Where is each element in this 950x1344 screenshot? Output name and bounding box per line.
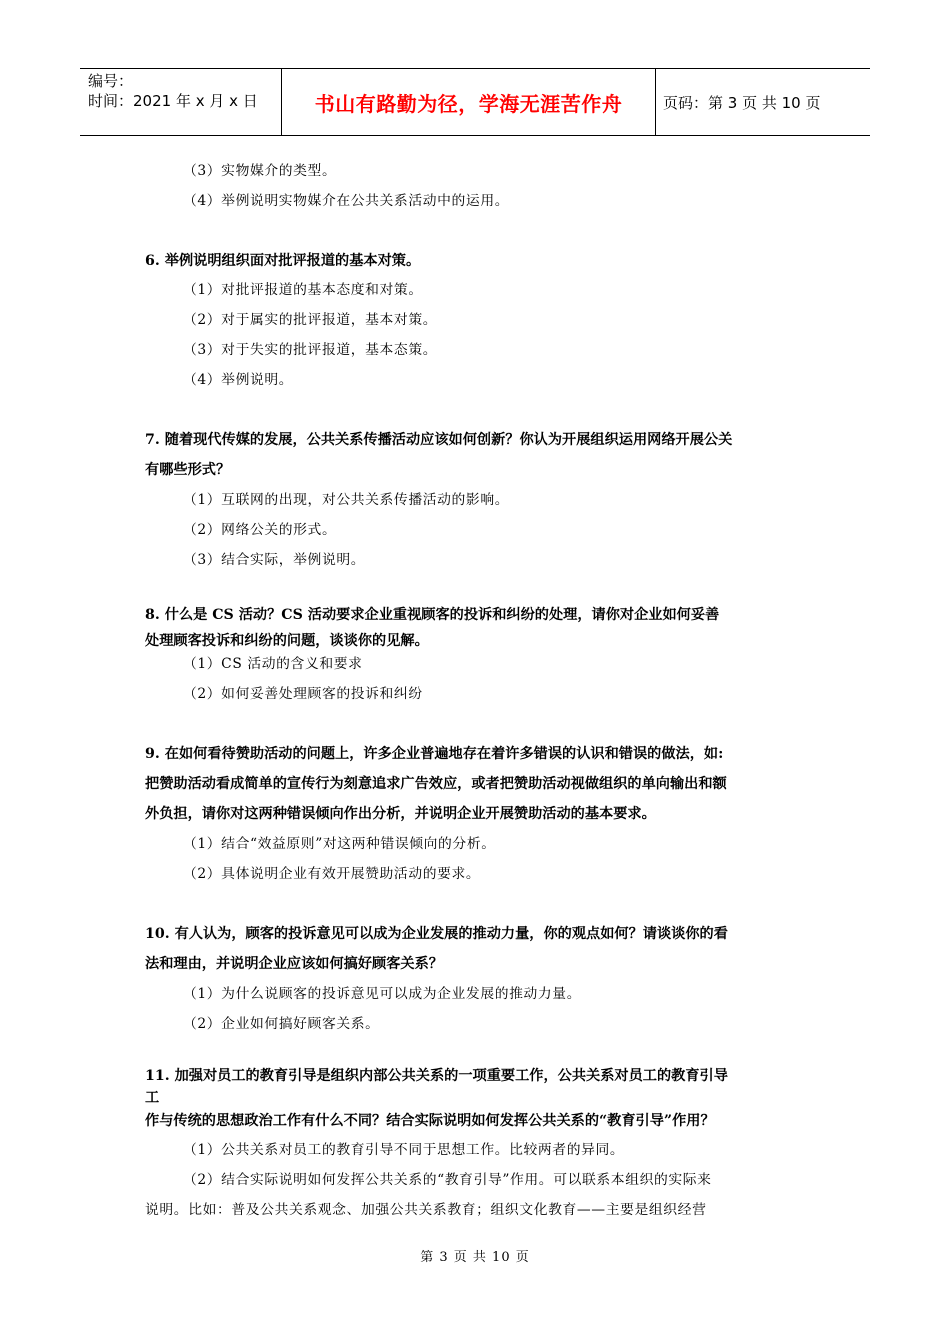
- question-10: 10. 有人认为，顾客的投诉意见可以成为企业发展的推动力量，你的观点如何？请谈谈你的看: [145, 926, 728, 942]
- header-page-label: 页码：第 3 页 共 10 页: [663, 93, 821, 112]
- answer-point: （3）实物媒介的类型。: [183, 163, 337, 179]
- question-11: 11. 加强对员工的教育引导是组织内部公共关系的一项重要工作，公共关系对员工的教育引导: [145, 1068, 728, 1084]
- answer-point: （3）对于失实的批评报道，基本态策。: [183, 342, 438, 358]
- answer-point: （2）对于属实的批评报道，基本对策。: [183, 312, 438, 328]
- question-7-cont: 有哪些形式？: [145, 462, 231, 478]
- answer-point: （2）网络公关的形式。: [183, 522, 337, 538]
- question-8-cont: 处理顾客投诉和纠纷的问题，谈谈你的见解。: [145, 633, 429, 649]
- answer-point: （2）具体说明企业有效开展赞助活动的要求。: [183, 866, 481, 882]
- answer-point: （1）CS 活动的含义和要求: [183, 656, 363, 672]
- page-header: [80, 68, 870, 136]
- answer-point: （3）结合实际，举例说明。: [183, 552, 366, 568]
- document-number-label: 编号：: [88, 72, 134, 90]
- answer-point: （4）举例说明。: [183, 372, 294, 388]
- question-7: 7. 随着现代传媒的发展，公共关系传播活动应该如何创新？你认为开展组织运用网络开展公关: [145, 432, 733, 448]
- question-11-cont: 作与传统的思想政治工作有什么不同？结合实际说明如何发挥公共关系的“教育引导”作用？: [145, 1113, 715, 1129]
- header-info-cell: [80, 69, 282, 135]
- answer-point: （1）互联网的出现，对公共关系传播活动的影响。: [183, 492, 510, 508]
- page-footer: 第 3 页 共 10 页: [420, 1250, 530, 1265]
- answer-point: （1）为什么说顾客的投诉意见可以成为企业发展的推动力量。: [183, 986, 582, 1002]
- question-9: 9. 在如何看待赞助活动的问题上，许多企业普遍地存在着许多错误的认识和错误的做法，如:: [145, 746, 724, 762]
- question-9-cont: 外负担，请你对这两种错误倾向作出分析，并说明企业开展赞助活动的基本要求。: [145, 806, 656, 822]
- document-date-label: 时间：2021 年 x 月 x 日: [88, 92, 258, 110]
- answer-point: （2）如何妥善处理顾客的投诉和纠纷: [183, 686, 423, 702]
- answer-point: （2）企业如何搞好顾客关系。: [183, 1016, 380, 1032]
- answer-point: （1）对批评报道的基本态度和对策。: [183, 282, 423, 298]
- answer-point-cont: 说明。比如：普及公共关系观念、加强公共关系教育；组织文化教育——主要是组织经营: [145, 1202, 707, 1218]
- header-motto: 书山有路勤为径，学海无涯苦作舟: [314, 91, 623, 116]
- question-9-cont: 把赞助活动看成简单的宣传行为刻意追求广告效应，或者把赞助活动视做组织的单向输出和额: [145, 776, 727, 792]
- question-10-cont: 法和理由，并说明企业应该如何搞好顾客关系？: [145, 956, 443, 972]
- header-motto-cell: [282, 69, 656, 135]
- answer-point: （1）公共关系对员工的教育引导不同于思想工作。比较两者的异同。: [183, 1142, 625, 1158]
- answer-point: （2）结合实际说明如何发挥公共关系的“教育引导”作用。可以联系本组织的实际来: [183, 1172, 712, 1188]
- question-6: 6. 举例说明组织面对批评报道的基本对策。: [145, 253, 421, 269]
- question-8: 8. 什么是 CS 活动？CS 活动要求企业重视顾客的投诉和纠纷的处理，请你对企业如何妥善: [145, 607, 720, 623]
- answer-point: （4）举例说明实物媒介在公共关系活动中的运用。: [183, 193, 510, 209]
- answer-point: （1）结合“效益原则”对这两种错误倾向的分析。: [183, 836, 496, 852]
- header-page-cell: [656, 69, 870, 135]
- question-11-cont: 工: [145, 1090, 160, 1106]
